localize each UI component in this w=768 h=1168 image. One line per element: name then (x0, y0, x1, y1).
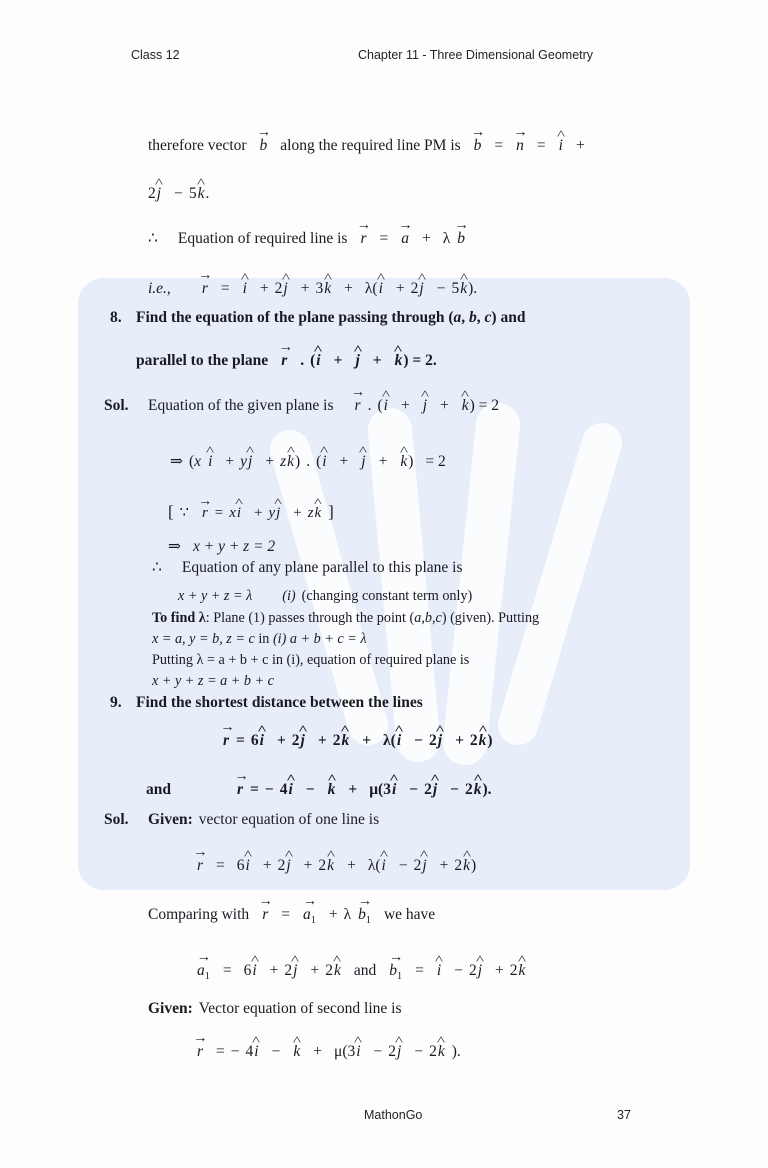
unit-vector-k-sol8b: ˄ k (286, 443, 295, 470)
unit-vector-j-comp2: ˄ j (475, 952, 485, 979)
unit-vector-i-ie: ˄ i (240, 270, 250, 297)
vector-r: → r (356, 217, 371, 247)
unit-vector-i-sol9a: ˄ i (243, 847, 253, 874)
highlight-band (78, 267, 690, 890)
unit-vector-k: ˄ k (196, 175, 206, 202)
unit-vector-j-sol8: ˄ j (420, 387, 430, 414)
unit-vector-k-comp2: ˄ k (517, 952, 527, 979)
unit-vector-k-q9a: ˄ k (340, 722, 350, 749)
unit-vector-i-sol9a2: ˄ i (379, 847, 389, 874)
unit-vector-k-sol9b2: ˄ k (436, 1033, 446, 1060)
solution-9-components: → $a_1 = 6$ ˄ i + 2 ˄ j + 2 ˄ k and → $b_1$ = ˄ i − 2 ˄ j + 2 ˄ k (196, 949, 527, 983)
header-class-label: Class 12 (131, 48, 180, 62)
unit-vector-i-q9a: ˄ i (257, 722, 267, 749)
equation-required-line: ∴ Equation of required line is → r = → a + λ → b (148, 217, 469, 247)
solution-8-line2: ⇒ (x ˄ i + y ˄ j + z ˄ k) . ( ˄ i + ˄ j + ˄ k) = 2 (170, 443, 446, 470)
vector-a1-comparing: → $a_1$ (302, 893, 317, 927)
footer-brand: MathonGo (364, 1108, 423, 1122)
unit-vector-j-sol9a2: ˄ j (420, 847, 429, 874)
unit-vector-k-sol9b: ˄ k (292, 1033, 302, 1060)
vector-r-q8: → r (278, 339, 293, 369)
unit-vector-i: ˄ i (556, 127, 566, 154)
unit-vector-k-comp: ˄ k (333, 952, 342, 979)
solution-8-line6: x + y + z = λ (i) (changing constant term only) (178, 588, 473, 604)
solution-8-substitution: x = a, y = b, z = c in (i) a + b + c = λ (152, 631, 367, 647)
question-8-line1: Find the equation of the plane passing through (a, b, c) and (136, 309, 526, 326)
unit-vector-k-q9b2: ˄ k (473, 771, 483, 798)
unit-vector-i-comp2: ˄ i (434, 952, 444, 979)
solution-9-equation-1: → r = 6 ˄ i + 2 ˄ j + 2 ˄ k + λ( ˄ i − 2 ˄ j + 2 ˄ k) (193, 844, 477, 874)
vector-r-comparing: → r (258, 893, 273, 923)
unit-vector-j: ˄ j (154, 175, 164, 202)
unit-vector-i-q9a2: ˄ i (394, 722, 404, 749)
unit-vector-i-sol8c: ˄ i (320, 443, 329, 470)
solution-8-line5: ∴ Equation of any plane parallel to this plane is (152, 559, 463, 576)
unit-vector-k-ie: ˄ k (323, 270, 333, 297)
vector-r-sol9a: → r (193, 844, 208, 874)
unit-vector-k-q8: ˄ k (394, 342, 403, 369)
equation-ie-line: i.e., → r = ˄ i + 2 ˄ j + 3 ˄ k + λ( ˄ i + 2 ˄ j − 5 ˄ k). (148, 267, 478, 297)
solution-9-equation-2: → r = − 4 ˄ i − ˄ k + μ(3 ˄ i − 2 ˄ j − 2 ˄ k ). (193, 1030, 461, 1060)
solution-9-comparing: Comparing with → r = → $a_1 + \lambda$ → $b_1$ we have (148, 893, 436, 927)
unit-vector-j-bracket: ˄ j (273, 494, 283, 521)
text-equation-required-line: Equation of required line is (177, 230, 348, 247)
unit-vector-k-q9a2: ˄ k (478, 722, 487, 749)
solution-8-line1: Equation of the given plane is → r . ( ˄ i + ˄ j + ˄ k) = 2 (148, 384, 500, 414)
unit-vector-j-ie2: ˄ j (417, 270, 426, 297)
solution-8-label: Sol. (104, 397, 129, 414)
solution-8-line4: ⇒ x + y + z = 2 (168, 538, 276, 555)
unit-vector-j-q9a: ˄ j (298, 722, 308, 749)
unit-vector-i-ie2: ˄ i (376, 270, 386, 297)
unit-vector-j-ie: ˄ j (281, 270, 290, 297)
question-8-line2: parallel to the plane → r . ( ˄ i + ˄ j + ˄ k) = 2. (136, 339, 437, 369)
vector-b1-components: → $b_1$ (388, 949, 403, 983)
unit-vector-j-q8: ˄ j (353, 342, 363, 369)
header-chapter-title: Chapter 11 - Three Dimensional Geometry (358, 48, 594, 62)
vector-r-q9a: → r (220, 719, 235, 749)
vector-a1-components: → $a_1$ (196, 949, 211, 983)
text-therefore-vector: therefore vector (148, 137, 247, 154)
unit-vector-i-comp: ˄ i (250, 952, 259, 979)
unit-vector-i-q8: ˄ i (314, 342, 323, 369)
because-symbol: ∵ (179, 505, 189, 521)
unit-vector-i-q9b: ˄ i (286, 771, 296, 798)
unit-vector-i-bracket: ˄ i (234, 494, 244, 521)
unit-vector-k-sol9a2: ˄ k (462, 847, 471, 874)
vector-r-sol9b: → r (193, 1030, 208, 1060)
unit-vector-i-sol9b2: ˄ i (354, 1033, 363, 1060)
vector-r-bracket: → r (198, 492, 212, 521)
unit-vector-k-bracket: ˄ k (313, 494, 323, 521)
unit-vector-j-sol9b2: ˄ j (394, 1033, 404, 1060)
unit-vector-i-sol8: ˄ i (381, 387, 391, 414)
solution-9-label: Sol. (104, 811, 129, 828)
vector-b-2: → b (470, 124, 485, 154)
unit-vector-i-sol8b: ˄ i (205, 443, 215, 470)
unit-vector-j-q9a2: ˄ j (435, 722, 445, 749)
unit-vector-j-comp: ˄ j (290, 952, 300, 979)
vector-r-q9b: → r (234, 768, 249, 798)
paragraph-therefore-vector: therefore vector → b along the required line PM is → b = → n = ˄ i + (148, 124, 585, 154)
unit-vector-k-sol9a: ˄ k (326, 847, 335, 874)
solution-8-final: x + y + z = a + b + c (152, 673, 274, 689)
unit-vector-k-ie2: ˄ k (459, 270, 468, 297)
footer-page-number: 37 (617, 1108, 631, 1122)
unit-vector-j-q9b2: ˄ j (430, 771, 440, 798)
unit-vector-j-sol9a: ˄ j (284, 847, 293, 874)
question-9-line1: Find the shortest distance between the lines (136, 694, 423, 711)
vector-b1-comparing: → $b_1$ (357, 893, 372, 927)
vector-r-ie: → r (198, 267, 213, 297)
vector-a: → a (398, 217, 413, 247)
text-along-line-pm: along the required line PM is (280, 137, 461, 154)
unit-vector-k-sol8: ˄ k (460, 387, 470, 414)
vector-r-sol8: → r (350, 384, 365, 414)
unit-vector-i-sol9b: ˄ i (252, 1033, 261, 1060)
paragraph-therefore-vector-cont: 2 ˄ j − 5 ˄ k. (148, 175, 210, 202)
question-9-equation-1: → r = 6 ˄ i + 2 ˄ j + 2 ˄ k + λ( ˄ i − 2 ˄ j + 2 ˄ k) (220, 719, 493, 749)
solution-8-to-find-lambda: To find λ: Plane (1) passes through the point (a,b,c) (given). Putting (152, 610, 540, 626)
unit-vector-j-sol8c: ˄ j (359, 443, 368, 470)
vector-b: → b (256, 124, 271, 154)
unit-vector-k-sol8c: ˄ k (399, 443, 409, 470)
solution-9-given-line2: Given: Vector equation of second line is (148, 1000, 402, 1017)
solution-9-given-line1: Given: vector equation of one line is (148, 811, 380, 828)
vector-n: → n (513, 124, 528, 154)
unit-vector-j-sol8b: ˄ j (245, 443, 255, 470)
question-9-number: 9. (110, 694, 122, 711)
unit-vector-i-q9b2: ˄ i (389, 771, 399, 798)
question-9-and-label: and (146, 781, 171, 798)
solution-8-bracket-note: [ ∵ → r = x ˄ i + y ˄ j + z ˄ k ] (168, 492, 334, 521)
question-8-number: 8. (110, 309, 122, 326)
label-ie: i.e., (148, 280, 171, 297)
vector-b-3: → b (454, 217, 469, 247)
unit-vector-k-q9b: ˄ k (327, 771, 336, 798)
question-9-equation-2: → r = − 4 ˄ i − ˄ k + μ(3 ˄ i − 2 ˄ j − 2 ˄ k). (234, 768, 492, 798)
therefore-symbol: ∴ (148, 230, 158, 247)
solution-8-putting-lambda: Putting λ = a + b + c in (i), equation of required plane is (152, 652, 470, 668)
